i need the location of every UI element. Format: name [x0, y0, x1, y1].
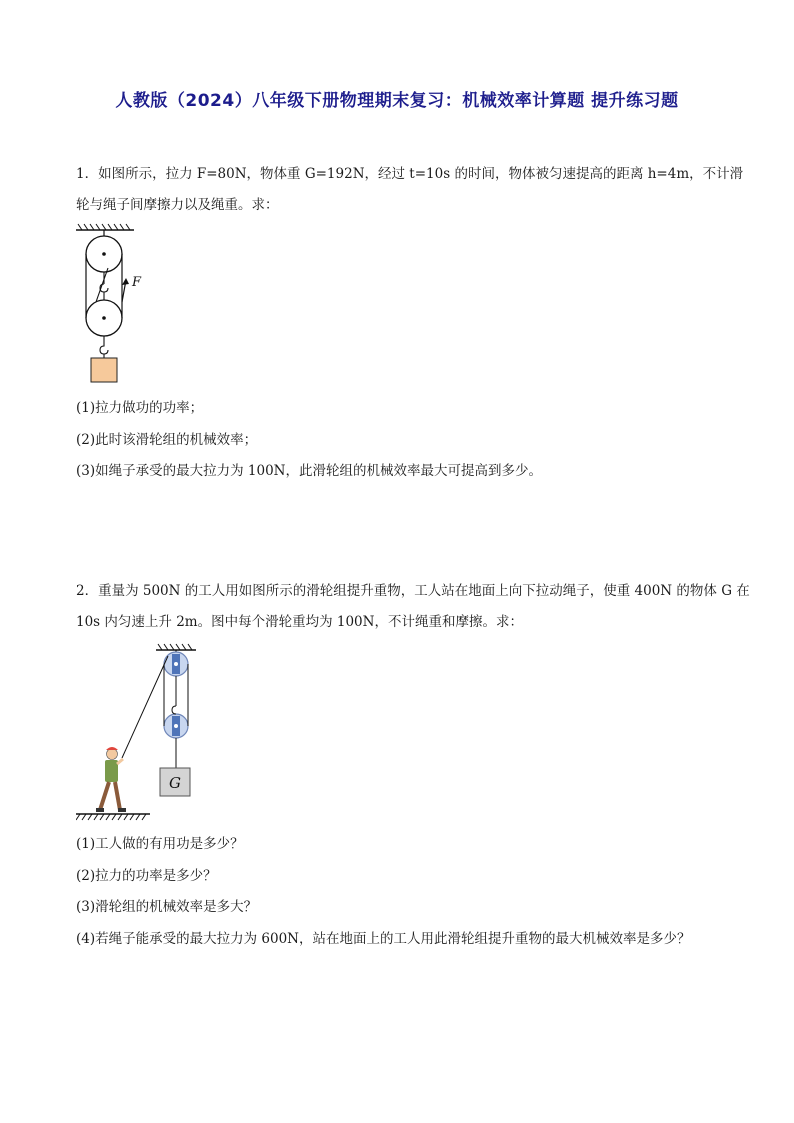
- worker-figure: [96, 747, 126, 812]
- weight-label: G: [169, 774, 181, 792]
- problem1-stem-line2: 轮与绳子间摩擦力以及绳重。求：: [76, 197, 279, 213]
- weight-block: [91, 358, 117, 382]
- force-label: F: [132, 275, 142, 290]
- problem1-stem-line1: 1．如图所示，拉力 F=80N，物体重 G=192N，经过 t=10s 的时间，物体被匀速提高的距离 h=4m，不计滑: [76, 166, 744, 182]
- force-arrow: [122, 278, 129, 285]
- problem1-pulley-figure: [66, 222, 176, 384]
- problem2-stem-line2: 10s 内匀速上升 2m。图中每个滑轮重均为 100N，不计绳重和摩擦。求：: [76, 614, 523, 630]
- problem1-question-3: (3)如绳子承受的最大拉力为 100N，此滑轮组的机械效率最大可提高到多少。: [76, 463, 542, 479]
- problem2-stem-line1: 2．重量为 500N 的工人用如图所示的滑轮组提升重物，工人站在地面上向下拉动绳子，使重 400N 的物体 G 在: [76, 583, 750, 599]
- problem2-question-1: (1)工人做的有用功是多少？: [76, 836, 244, 852]
- problem2-question-4: (4)若绳子能承受的最大拉力为 600N，站在地面上的工人用此滑轮组提升重物的最大机械效率是多少？: [76, 931, 691, 947]
- problem1-question-1: (1)拉力做功的功率；: [76, 400, 204, 416]
- problem2-question-3: (3)滑轮组的机械效率是多大？: [76, 899, 258, 915]
- pull-rope: [122, 656, 168, 758]
- problem1-question-2: (2)此时该滑轮组的机械效率；: [76, 432, 258, 448]
- problem2-question-2: (2)拉力的功率是多少？: [76, 868, 217, 884]
- ceiling-hatch: [158, 644, 192, 650]
- page-title: 人教版（2024）八年级下册物理期末复习：机械效率计算题 提升练习题: [115, 91, 679, 111]
- problem2-stem: [76, 576, 750, 638]
- ground-hatch: [76, 814, 146, 820]
- problem2-pulley-figure: [76, 642, 226, 824]
- ceiling-hatch: [78, 224, 130, 230]
- problem1-stem: [76, 159, 746, 221]
